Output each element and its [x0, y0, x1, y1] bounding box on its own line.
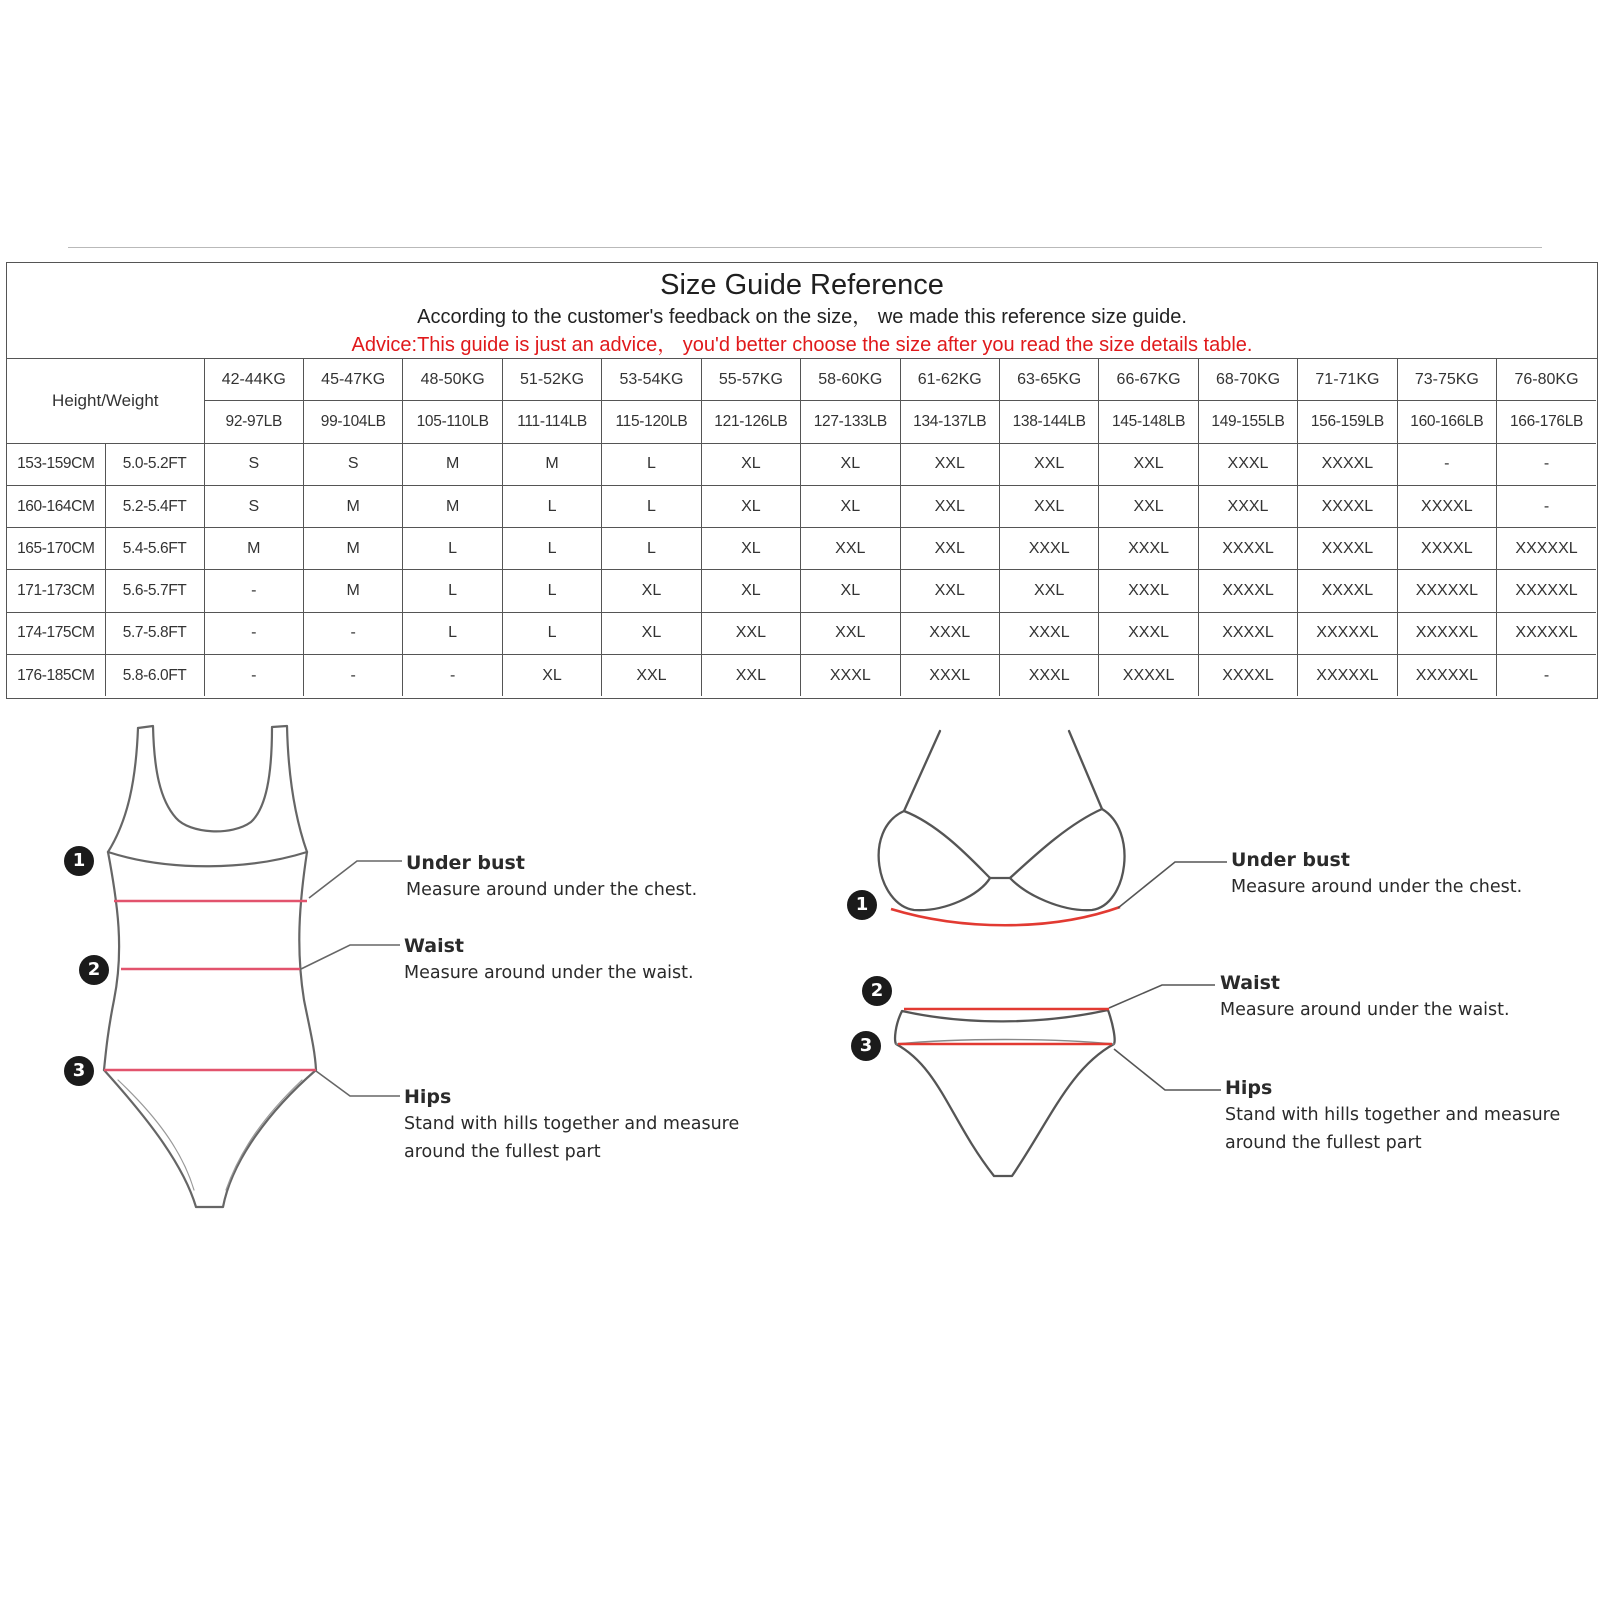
bikini-hips-desc-line1: Stand with hills together and measure	[1225, 1105, 1561, 1125]
weight-lb-header: 138-144LB	[999, 401, 1098, 443]
weight-kg-header: 42-44KG	[204, 359, 303, 401]
size-cell: XXXL	[801, 655, 900, 697]
size-cell: XXL	[701, 612, 800, 654]
size-cell: XXXXXL	[1397, 612, 1496, 654]
size-cell: XXXL	[1099, 528, 1198, 570]
size-cell: XXXL	[1198, 485, 1297, 527]
size-cell: -	[1497, 655, 1596, 697]
size-cell: M	[303, 485, 402, 527]
top-divider	[68, 247, 1542, 248]
swimsuit-under-bust-label	[406, 850, 697, 904]
size-cell: XXXXXL	[1298, 612, 1397, 654]
size-cell: XXL	[900, 570, 999, 612]
weight-lb-header: 105-110LB	[403, 401, 502, 443]
table-row	[7, 570, 1596, 612]
size-cell: XL	[801, 570, 900, 612]
swimsuit-diagram	[0, 700, 800, 1220]
size-cell: S	[204, 485, 303, 527]
hips-desc-line1: Stand with hills together and measure	[404, 1114, 740, 1134]
size-cell: M	[303, 570, 402, 612]
weight-kg-header: 61-62KG	[900, 359, 999, 401]
size-cell: L	[602, 485, 701, 527]
size-cell: -	[1497, 443, 1596, 485]
weight-kg-header: 48-50KG	[403, 359, 502, 401]
bikini-diagram	[800, 700, 1600, 1220]
height-ft-cell: 5.6-5.7FT	[105, 570, 204, 612]
size-cell: XXXXL	[1298, 528, 1397, 570]
height-cm-cell: 174-175CM	[7, 612, 105, 654]
size-cell: XXXL	[1099, 570, 1198, 612]
size-cell: M	[403, 485, 502, 527]
size-cell: XXXL	[999, 528, 1098, 570]
weight-kg-header: 66-67KG	[1099, 359, 1198, 401]
table-row	[7, 443, 1596, 485]
under-bust-title: Under bust	[406, 852, 525, 874]
size-cell: XXXXL	[1198, 655, 1297, 697]
size-cell: XXXXL	[1099, 655, 1198, 697]
guide-header	[7, 263, 1597, 359]
size-cell: L	[502, 612, 601, 654]
size-cell: XXL	[1099, 443, 1198, 485]
swimsuit-hips-label	[404, 1084, 739, 1166]
weight-lb-header: 111-114LB	[502, 401, 601, 443]
bikini-under-bust-label	[1231, 847, 1522, 901]
bikini-waist-desc: Measure around under the waist.	[1220, 1000, 1510, 1020]
height-weight-header: Height/Weight	[7, 359, 204, 443]
size-cell: -	[204, 570, 303, 612]
size-cell: XXXL	[1099, 612, 1198, 654]
size-cell: M	[403, 443, 502, 485]
weight-kg-header: 53-54KG	[602, 359, 701, 401]
size-cell: XXL	[999, 443, 1098, 485]
table-row	[7, 612, 1596, 654]
size-cell: XXXXXL	[1497, 612, 1596, 654]
guide-advice: Advice:This guide is just an advice， you'd better choose the size after you read the size details table.	[351, 334, 1253, 356]
bikini-hips-label	[1225, 1075, 1560, 1157]
table-row	[7, 528, 1596, 570]
guide-title: Size Guide Reference	[660, 269, 944, 301]
weight-lb-header: 160-166LB	[1397, 401, 1496, 443]
hips-title: Hips	[404, 1086, 452, 1108]
table-header-row-lb	[7, 401, 1596, 443]
size-cell: L	[602, 528, 701, 570]
bikini-waist-title: Waist	[1220, 972, 1281, 994]
bikini-badge-2: 2	[862, 976, 892, 1006]
height-ft-cell: 5.8-6.0FT	[105, 655, 204, 697]
size-cell: -	[1497, 485, 1596, 527]
hips-desc-line2: around the fullest part	[404, 1142, 601, 1162]
weight-lb-header: 115-120LB	[602, 401, 701, 443]
size-cell: XXL	[999, 570, 1098, 612]
waist-desc: Measure around under the waist.	[404, 963, 694, 983]
badge-3: 3	[64, 1056, 94, 1086]
size-cell: XXXXXL	[1397, 570, 1496, 612]
weight-kg-header: 58-60KG	[801, 359, 900, 401]
badge-1: 1	[64, 846, 94, 876]
bikini-badge-1: 1	[847, 890, 877, 920]
size-cell: XXXXL	[1298, 485, 1397, 527]
size-cell: L	[403, 570, 502, 612]
size-cell: XXXXXL	[1397, 655, 1496, 697]
weight-kg-header: 55-57KG	[701, 359, 800, 401]
size-cell: XXXXL	[1198, 612, 1297, 654]
size-cell: -	[303, 655, 402, 697]
size-cell: XXXXL	[1397, 485, 1496, 527]
size-cell: L	[403, 612, 502, 654]
weight-lb-header: 156-159LB	[1298, 401, 1397, 443]
size-cell: S	[303, 443, 402, 485]
size-cell: -	[204, 612, 303, 654]
size-cell: XXXL	[999, 612, 1098, 654]
weight-lb-header: 92-97LB	[204, 401, 303, 443]
size-table	[7, 359, 1596, 696]
weight-kg-header: 71-71KG	[1298, 359, 1397, 401]
height-ft-cell: 5.7-5.8FT	[105, 612, 204, 654]
size-cell: M	[303, 528, 402, 570]
size-cell: L	[602, 443, 701, 485]
height-cm-cell: 171-173CM	[7, 570, 105, 612]
size-cell: XXL	[900, 443, 999, 485]
size-cell: XL	[502, 655, 601, 697]
swimsuit-waist-label	[404, 933, 694, 987]
size-cell: XXL	[999, 485, 1098, 527]
guide-subtitle: According to the customer's feedback on the size， we made this reference size guide.	[417, 306, 1187, 328]
size-cell: S	[204, 443, 303, 485]
waist-title: Waist	[404, 935, 465, 957]
size-cell: XXXXL	[1397, 528, 1496, 570]
size-cell: XXXXXL	[1497, 528, 1596, 570]
size-cell: XL	[602, 570, 701, 612]
size-cell: XXXXL	[1298, 570, 1397, 612]
size-guide-box	[6, 262, 1598, 699]
height-cm-cell: 165-170CM	[7, 528, 105, 570]
size-cell: L	[502, 485, 601, 527]
size-cell: XXL	[900, 485, 999, 527]
badge-2: 2	[79, 955, 109, 985]
height-ft-cell: 5.4-5.6FT	[105, 528, 204, 570]
size-cell: XL	[701, 570, 800, 612]
size-cell: XXL	[602, 655, 701, 697]
size-cell: XXL	[801, 612, 900, 654]
weight-kg-header: 51-52KG	[502, 359, 601, 401]
table-row	[7, 655, 1596, 697]
size-cell: XXXL	[900, 655, 999, 697]
weight-kg-header: 45-47KG	[303, 359, 402, 401]
size-cell: XXL	[801, 528, 900, 570]
bikini-under-bust-title: Under bust	[1231, 849, 1350, 871]
weight-lb-header: 99-104LB	[303, 401, 402, 443]
size-cell: XXL	[1099, 485, 1198, 527]
size-cell: XXXXL	[1198, 528, 1297, 570]
height-ft-cell: 5.2-5.4FT	[105, 485, 204, 527]
size-cell: -	[403, 655, 502, 697]
height-cm-cell: 160-164CM	[7, 485, 105, 527]
bikini-badge-3: 3	[851, 1031, 881, 1061]
size-cell: XL	[701, 528, 800, 570]
size-cell: XXL	[900, 528, 999, 570]
bikini-waist-label	[1220, 970, 1510, 1024]
weight-kg-header: 76-80KG	[1497, 359, 1596, 401]
size-cell: XXXXL	[1298, 443, 1397, 485]
size-cell: XXXL	[900, 612, 999, 654]
weight-kg-header: 68-70KG	[1198, 359, 1297, 401]
size-cell: XXXL	[1198, 443, 1297, 485]
weight-lb-header: 134-137LB	[900, 401, 999, 443]
size-cell: -	[204, 655, 303, 697]
size-cell: XXXXL	[1198, 570, 1297, 612]
weight-lb-header: 166-176LB	[1497, 401, 1596, 443]
weight-lb-header: 127-133LB	[801, 401, 900, 443]
weight-lb-header: 145-148LB	[1099, 401, 1198, 443]
size-cell: -	[303, 612, 402, 654]
size-cell: -	[1397, 443, 1496, 485]
table-header-row-kg	[7, 359, 1596, 401]
size-cell: XL	[801, 485, 900, 527]
size-cell: XL	[801, 443, 900, 485]
bikini-under-bust-desc: Measure around under the chest.	[1231, 877, 1523, 897]
weight-lb-header: 149-155LB	[1198, 401, 1297, 443]
size-cell: L	[502, 528, 601, 570]
under-bust-desc: Measure around under the chest.	[406, 880, 698, 900]
size-cell: XXXL	[999, 655, 1098, 697]
size-cell: XL	[701, 485, 800, 527]
size-cell: M	[502, 443, 601, 485]
size-cell: M	[204, 528, 303, 570]
size-cell: L	[502, 570, 601, 612]
height-ft-cell: 5.0-5.2FT	[105, 443, 204, 485]
table-row	[7, 485, 1596, 527]
size-cell: XL	[701, 443, 800, 485]
weight-lb-header: 121-126LB	[701, 401, 800, 443]
size-cell: XXXXXL	[1298, 655, 1397, 697]
size-cell: XL	[602, 612, 701, 654]
size-cell: XXXXXL	[1497, 570, 1596, 612]
size-cell: XXL	[701, 655, 800, 697]
weight-kg-header: 63-65KG	[999, 359, 1098, 401]
weight-kg-header: 73-75KG	[1397, 359, 1496, 401]
height-cm-cell: 176-185CM	[7, 655, 105, 697]
size-cell: L	[403, 528, 502, 570]
height-cm-cell: 153-159CM	[7, 443, 105, 485]
bikini-hips-desc-line2: around the fullest part	[1225, 1133, 1422, 1153]
bikini-hips-title: Hips	[1225, 1077, 1273, 1099]
